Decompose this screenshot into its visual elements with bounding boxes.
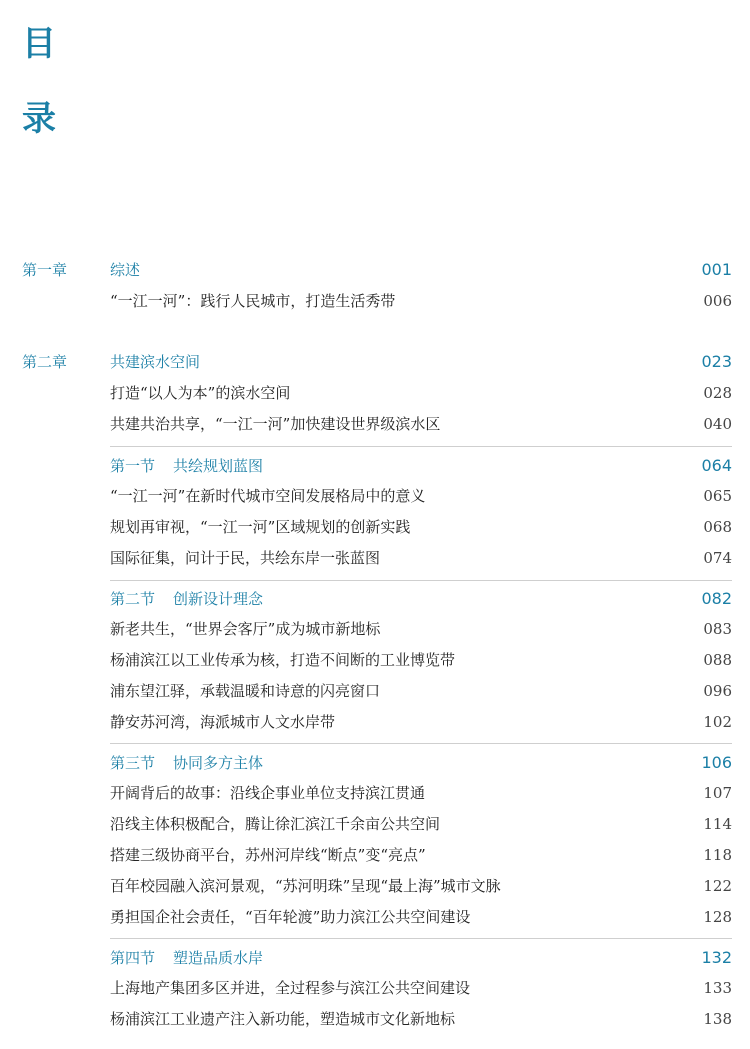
entry-title: 杨浦滨江以工业传承为核，打造不间断的工业博览带	[110, 651, 456, 669]
toc-entry[interactable]	[0, 905, 750, 929]
chapter-heading[interactable]	[0, 258, 750, 282]
section-divider	[110, 743, 732, 744]
entry-title: 打造“以人为本”的滨水空间	[110, 384, 291, 402]
toc-entry[interactable]	[0, 484, 750, 508]
section-heading-text	[110, 587, 263, 611]
entry-title: 沿线主体积极配合，腾让徐汇滨江千余亩公共空间	[110, 815, 441, 833]
section-divider	[110, 580, 732, 581]
entry-title: 搭建三级协商平台，苏州河岸线“断点”变“亮点”	[110, 846, 426, 864]
section-divider	[110, 446, 732, 447]
entry-page: 138	[703, 1010, 732, 1028]
section-heading-text	[110, 751, 263, 775]
entry-page: 096	[703, 682, 732, 700]
toc-entry[interactable]	[0, 515, 750, 539]
section-page: 082	[701, 589, 732, 608]
section-page: 064	[701, 456, 732, 475]
section-heading[interactable]	[0, 946, 750, 970]
toc-title-char-2: 录	[22, 99, 56, 139]
entry-title: 静安苏河湾，海派城市人文水岸带	[110, 713, 336, 731]
toc-entry[interactable]	[0, 412, 750, 436]
section-heading-text	[110, 946, 263, 970]
section-heading[interactable]	[0, 751, 750, 775]
entry-page: 114	[703, 815, 732, 833]
entry-title: “一江一河”在新时代城市空间发展格局中的意义	[110, 487, 426, 505]
chapter-label: 第二章	[22, 353, 68, 371]
toc-entry[interactable]	[0, 812, 750, 836]
section-page: 132	[701, 948, 732, 967]
section-divider	[110, 938, 732, 939]
entry-title: 规划再审视，“一江一河”区域规划的创新实践	[110, 518, 411, 536]
chapter-page: 001	[701, 260, 732, 279]
chapter-label: 第一章	[22, 261, 68, 279]
section-title: 创新设计理念	[173, 590, 264, 608]
section-page: 106	[701, 753, 732, 772]
entry-title: 开阔背后的故事：沿线企事业单位支持滨江贯通	[110, 784, 426, 802]
entry-page: 068	[703, 518, 732, 536]
chapter-heading[interactable]	[0, 350, 750, 374]
toc-entry[interactable]	[0, 710, 750, 734]
section-heading[interactable]	[0, 454, 750, 478]
entry-title: 勇担国企社会责任，“百年轮渡”助力滨江公共空间建设	[110, 908, 471, 926]
chapter-title: 综述	[110, 261, 141, 279]
chapter-page: 023	[701, 352, 732, 371]
entry-page: 083	[703, 620, 732, 638]
entry-title: 上海地产集团多区并进，全过程参与滨江公共空间建设	[110, 979, 471, 997]
entry-page: 122	[703, 877, 732, 895]
section-label: 第二节	[110, 590, 156, 608]
entry-page: 107	[703, 784, 732, 802]
section-title: 协同多方主体	[173, 754, 264, 772]
toc-title-char-1: 目	[22, 24, 56, 64]
entry-page: 118	[703, 846, 732, 864]
toc-entry[interactable]	[0, 381, 750, 405]
section-label: 第四节	[110, 949, 156, 967]
toc-entry[interactable]	[0, 843, 750, 867]
entry-page: 040	[703, 415, 732, 433]
toc-entry[interactable]	[0, 781, 750, 805]
toc-entry[interactable]	[0, 874, 750, 898]
entry-page: 133	[703, 979, 732, 997]
entry-page: 065	[703, 487, 732, 505]
section-heading-text	[110, 454, 263, 478]
toc-entry[interactable]	[0, 1007, 750, 1031]
chapter-title: 共建滨水空间	[110, 353, 201, 371]
entry-title: 共建共治共享，“一江一河”加快建设世界级滨水区	[110, 415, 441, 433]
toc-entry[interactable]	[0, 679, 750, 703]
section-label: 第三节	[110, 754, 156, 772]
entry-title: 浦东望江驿，承载温暖和诗意的闪亮窗口	[110, 682, 381, 700]
entry-title: 新老共生，“世界会客厅”成为城市新地标	[110, 620, 381, 638]
section-label: 第一节	[110, 457, 156, 475]
section-title: 共绘规划蓝图	[173, 457, 264, 475]
entry-page: 102	[703, 713, 732, 731]
toc-entry[interactable]	[0, 617, 750, 641]
toc-entry[interactable]	[0, 976, 750, 1000]
entry-page: 128	[703, 908, 732, 926]
toc-entry[interactable]	[0, 648, 750, 672]
entry-page: 074	[703, 549, 732, 567]
entry-title: 国际征集，问计于民，共绘东岸一张蓝图	[110, 549, 381, 567]
toc-entry[interactable]	[0, 546, 750, 570]
entry-page: 028	[703, 384, 732, 402]
section-title: 塑造品质水岸	[173, 949, 264, 967]
entry-title: 百年校园融入滨河景观，“苏河明珠”呈现“最上海”城市文脉	[110, 877, 501, 895]
toc-entry[interactable]	[0, 289, 750, 313]
entry-page: 006	[703, 292, 732, 310]
entry-title: “一江一河”：践行人民城市，打造生活秀带	[110, 292, 396, 310]
entry-page: 088	[703, 651, 732, 669]
entry-title: 杨浦滨江工业遗产注入新功能，塑造城市文化新地标	[110, 1010, 456, 1028]
section-heading[interactable]	[0, 587, 750, 611]
